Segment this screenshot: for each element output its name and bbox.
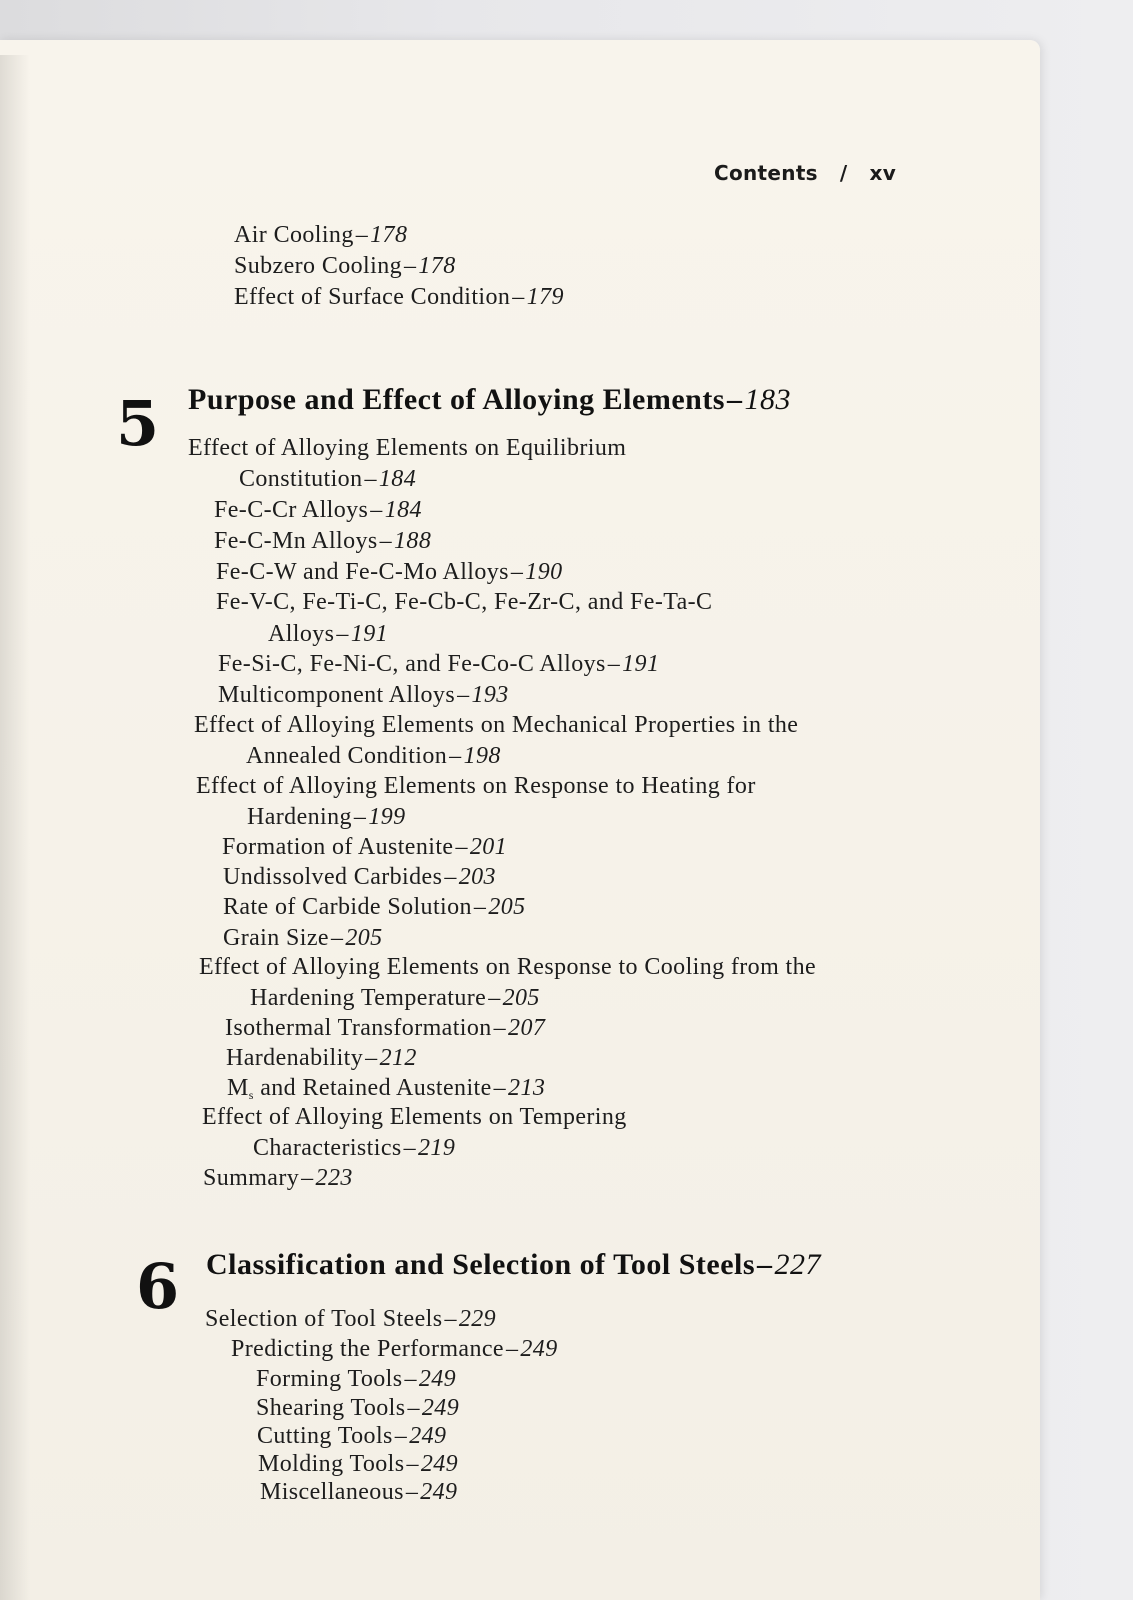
running-head-page-number: xv [869, 161, 897, 185]
toc-entry-text: Hardening [247, 804, 352, 830]
toc-entry-text: Molding Tools [258, 1451, 405, 1477]
toc-dash: – [444, 1306, 457, 1332]
toc-entry [218, 650, 659, 678]
toc-entry-page: 191 [350, 621, 389, 647]
toc-entry [260, 1478, 457, 1506]
toc-entry-text: Effect of Alloying Elements on Mechanical Properties in the [194, 712, 799, 738]
toc-entry-text: Fe-V-C, Fe-Ti-C, Fe-Cb-C, Fe-Zr-C, and Fe-Ta-C [216, 589, 713, 615]
toc-dash: – [449, 743, 462, 769]
toc-entry [234, 221, 407, 249]
toc-entry-text: and Retained Austenite [253, 1075, 492, 1101]
toc-entry-text: Alloys [268, 621, 335, 647]
toc-entry-page: 249 [520, 1336, 558, 1362]
toc-entry-text: Predicting the Performance [231, 1336, 504, 1362]
toc-dash: – [355, 222, 369, 248]
toc-entry-page: 203 [458, 864, 496, 890]
toc-dash: – [457, 682, 470, 708]
toc-entry-page: 188 [394, 528, 432, 554]
toc-entry-page: 190 [525, 559, 563, 585]
toc-dash: – [727, 383, 743, 416]
toc-entry-page: 184 [378, 466, 417, 492]
toc-entry-text: Fe-C-Mn Alloys [214, 528, 378, 554]
toc-entry [202, 1103, 627, 1131]
toc-entry [256, 1365, 456, 1393]
toc-entry-page: 249 [418, 1366, 457, 1392]
running-head [714, 161, 896, 185]
page-gutter-shadow [0, 55, 30, 1600]
toc-dash: – [364, 466, 377, 492]
toc-entry-text: Effect of Alloying Elements on Tempering [202, 1104, 627, 1130]
chapter-page: 183 [744, 383, 791, 416]
toc-entry-page: 205 [502, 985, 540, 1011]
toc-entry [246, 742, 501, 770]
toc-dash: – [473, 894, 487, 920]
toc-entry-text: Characteristics [253, 1135, 402, 1161]
toc-entry-text: Annealed Condition [246, 743, 448, 769]
toc-entry-text: M [227, 1075, 249, 1101]
toc-entry-text: Air Cooling [234, 222, 354, 248]
toc-entry [188, 434, 626, 462]
toc-entry-text: Shearing Tools [256, 1395, 406, 1421]
toc-entry [223, 863, 496, 891]
toc-entry [253, 1134, 455, 1162]
toc-entry [258, 1450, 458, 1478]
toc-dash: – [405, 1479, 419, 1505]
toc-entry-text: Fe-Si-C, Fe-Ni-C, and Fe-Co-C Alloys [218, 651, 606, 677]
toc-dash: – [403, 1135, 417, 1161]
toc-entry-page: 207 [508, 1015, 546, 1041]
toc-entry-page: 184 [384, 497, 422, 523]
toc-entry-page: 205 [488, 894, 526, 920]
toc-entry [205, 1305, 496, 1333]
toc-entry-text: Miscellaneous [260, 1479, 404, 1505]
toc-entry [247, 803, 406, 831]
toc-entry-page: 205 [345, 925, 383, 951]
toc-entry-text: Rate of Carbide Solution [223, 894, 472, 920]
toc-dash: – [330, 925, 344, 951]
toc-entry-text: Formation of Austenite [222, 834, 454, 860]
chapter-title-text: Classification and Selection of Tool Steels [206, 1248, 756, 1281]
toc-entry-page: 219 [418, 1135, 456, 1161]
toc-entry-text: Effect of Alloying Elements on Response to Heating for [196, 773, 756, 799]
toc-entry-text: Forming Tools [256, 1366, 403, 1392]
toc-dash: – [488, 985, 501, 1011]
toc-dash: – [607, 651, 621, 677]
toc-dash: – [505, 1336, 519, 1362]
toc-entry [226, 1044, 417, 1072]
toc-entry-text: Fe-C-W and Fe-C-Mo Alloys [216, 559, 509, 585]
toc-entry-page: 249 [420, 1479, 458, 1505]
toc-entry [234, 252, 456, 280]
toc-dash: – [407, 1395, 420, 1421]
toc-entry-text: Effect of Alloying Elements on Response to Cooling from the [199, 954, 817, 980]
toc-dash: – [379, 528, 393, 554]
toc-entry-text: Subzero Cooling [234, 253, 402, 279]
toc-entry-page: 201 [469, 834, 508, 860]
running-head-section: Contents [714, 161, 818, 185]
toc-entry-page: 249 [420, 1451, 459, 1477]
toc-dash: – [510, 559, 524, 585]
toc-dash: – [406, 1451, 419, 1477]
toc-entry-text: Constitution [239, 466, 363, 492]
toc-dash: – [404, 253, 417, 279]
toc-dash: – [336, 621, 349, 647]
toc-entry-text: Fe-C-Cr Alloys [214, 497, 369, 523]
toc-entry-page: 229 [458, 1306, 497, 1332]
toc-entry [231, 1335, 558, 1363]
chapter-page: 227 [774, 1248, 822, 1281]
toc-dash: – [493, 1015, 507, 1041]
toc-entry [203, 1164, 353, 1192]
toc-entry [223, 893, 526, 921]
toc-entry-page: 199 [368, 804, 406, 830]
subscript-s: s [248, 1088, 254, 1102]
toc-entry [199, 953, 816, 981]
toc-entry [196, 772, 756, 800]
toc-entry [214, 527, 431, 555]
toc-entry-page: 223 [315, 1165, 353, 1191]
toc-entry-page: 191 [622, 651, 660, 677]
toc-dash: – [455, 834, 468, 860]
toc-entry-page: 178 [370, 222, 408, 248]
toc-entry [223, 924, 383, 952]
toc-dash: – [404, 1366, 417, 1392]
toc-entry [222, 833, 507, 861]
toc-entry [268, 620, 388, 648]
toc-entry [257, 1422, 446, 1450]
toc-entry-text: Summary [203, 1165, 300, 1191]
toc-dash: – [353, 804, 367, 830]
toc-entry-text: Undissolved Carbides [223, 864, 443, 890]
toc-dash: – [370, 497, 383, 523]
toc-dash: – [512, 284, 525, 310]
toc-entry-page: 198 [463, 743, 501, 769]
toc-entry-page: 249 [421, 1395, 460, 1421]
toc-entry-text: Hardening Temperature [250, 985, 487, 1011]
chapter-title [206, 1248, 821, 1282]
chapter-number: 6 [136, 1250, 180, 1323]
toc-entry [218, 681, 509, 709]
toc-entry-text: Effect of Surface Condition [234, 284, 511, 310]
toc-entry [216, 558, 563, 586]
toc-entry-page: 213 [508, 1075, 546, 1101]
chapter-title-text: Purpose and Effect of Alloying Elements [188, 383, 725, 416]
toc-entry [234, 283, 564, 311]
toc-entry [194, 711, 798, 739]
running-head-separator: / [839, 161, 848, 185]
toc-entry [216, 588, 712, 616]
toc-dash: – [301, 1165, 314, 1191]
chapter-title [188, 383, 791, 417]
toc-dash: – [394, 1423, 408, 1449]
chapter-number: 5 [116, 387, 160, 460]
toc-entry-text: Effect of Alloying Elements on Equilibrium [188, 435, 627, 461]
toc-dash: – [493, 1075, 507, 1101]
toc-entry-text: Hardenability [226, 1045, 364, 1071]
book-page [0, 40, 1040, 1600]
toc-entry [239, 465, 416, 493]
toc-entry-text: Isothermal Transformation [225, 1015, 492, 1041]
toc-entry-text: Selection of Tool Steels [205, 1306, 443, 1332]
toc-entry-page: 249 [409, 1423, 447, 1449]
toc-dash: – [757, 1248, 773, 1281]
toc-entry-text: Cutting Tools [257, 1423, 393, 1449]
toc-entry-page: 179 [526, 284, 564, 310]
toc-dash: – [444, 864, 457, 890]
toc-entry [214, 496, 422, 524]
toc-entry [256, 1394, 459, 1422]
toc-entry [225, 1014, 545, 1042]
toc-dash: – [365, 1045, 378, 1071]
toc-entry-page: 178 [418, 253, 456, 279]
toc-entry-page: 193 [471, 682, 509, 708]
toc-entry-page: 212 [379, 1045, 417, 1071]
toc-entry [250, 984, 540, 1012]
toc-entry-text: Grain Size [223, 925, 329, 951]
toc-entry-text: Multicomponent Alloys [218, 682, 456, 708]
